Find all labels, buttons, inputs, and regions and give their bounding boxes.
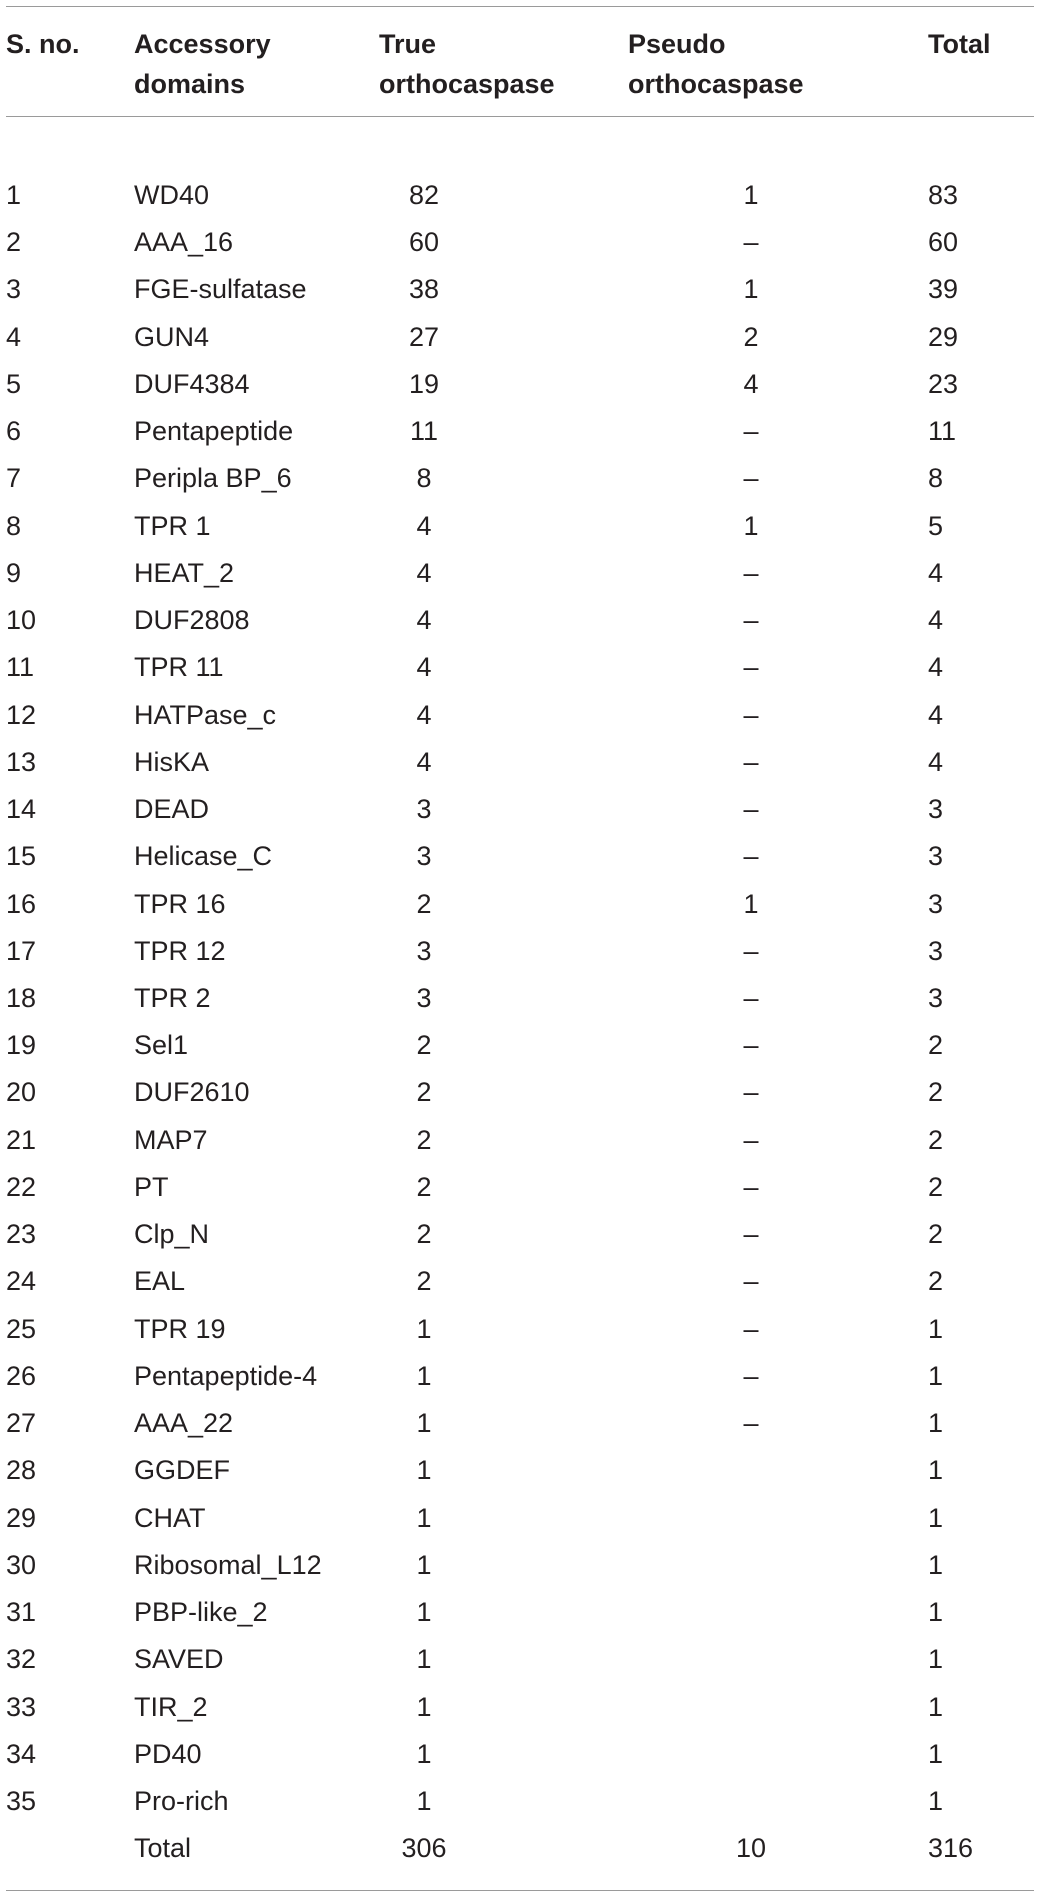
cell-true-orthocaspase: 2 [416,1266,432,1297]
table-row [6,1731,1034,1778]
cell-total: 3 [928,841,944,872]
cell-total: 3 [928,888,944,919]
cell-domain: Total [134,1833,192,1864]
table-top-rule [6,6,1034,7]
cell-true-orthocaspase: 1 [416,1691,432,1722]
cell-pseudo-orthocaspase: – [743,227,759,258]
cell-domain: FGE-sulfatase [134,274,307,305]
cell-sno: 15 [6,841,37,872]
table-row [6,266,1034,313]
cell-true-orthocaspase: 1 [416,1502,432,1533]
cell-domain: Pentapeptide-4 [134,1360,318,1391]
cell-total: 4 [928,652,944,683]
table-row [6,1589,1034,1636]
cell-domain: TIR_2 [134,1691,208,1722]
cell-true-orthocaspase: 1 [416,1597,432,1628]
cell-sno: 30 [6,1549,37,1580]
cell-domain: PD40 [134,1738,202,1769]
table-row [6,1069,1034,1116]
header-pseudo-line2: orthocaspase [628,69,804,99]
table-row [6,1117,1034,1164]
cell-pseudo-orthocaspase: 1 [743,274,759,305]
cell-domain: Pro-rich [134,1785,229,1816]
header-sno-label: S. no. [6,29,80,59]
cell-pseudo-orthocaspase: – [743,699,759,730]
cell-total: 11 [928,416,957,447]
table-row [6,455,1034,502]
table-total-row [6,1825,1034,1872]
cell-sno: 7 [6,463,22,494]
header-rule [6,116,1034,117]
cell-domain: GUN4 [134,321,210,352]
table-body [6,172,1034,1872]
cell-total: 4 [928,699,944,730]
cell-total: 1 [928,1502,944,1533]
cell-total: 2 [928,1030,944,1061]
cell-total: 60 [928,227,959,258]
cell-domain: CHAT [134,1502,206,1533]
cell-domain: PBP-like_2 [134,1597,268,1628]
cell-true-orthocaspase: 4 [416,557,432,588]
cell-domain: TPR 12 [134,935,226,966]
table-row [6,1211,1034,1258]
table-row [6,786,1034,833]
cell-pseudo-orthocaspase: 4 [743,368,759,399]
table-row [6,644,1034,691]
cell-total: 1 [928,1455,944,1486]
cell-total: 3 [928,982,944,1013]
cell-true-orthocaspase: 4 [416,652,432,683]
cell-true-orthocaspase: 19 [408,368,440,399]
cell-domain: AAA_16 [134,227,234,258]
header-pseudo-orthocaspase [628,24,804,104]
header-sno [6,24,80,64]
cell-sno: 18 [6,982,37,1013]
table-row [6,928,1034,975]
cell-domain: TPR 11 [134,652,224,683]
table-row [6,833,1034,880]
table-row [6,314,1034,361]
header-accessory-line2: domains [134,69,246,99]
cell-pseudo-orthocaspase: – [743,794,759,825]
cell-domain: SAVED [134,1644,224,1675]
cell-true-orthocaspase: 2 [416,1124,432,1155]
cell-total: 2 [928,1219,944,1250]
table-row [6,1495,1034,1542]
cell-pseudo-orthocaspase: – [743,652,759,683]
cell-total: 316 [928,1833,974,1864]
cell-total: 1 [928,1738,944,1769]
table-row [6,975,1034,1022]
table-row [6,408,1034,455]
cell-sno: 27 [6,1408,37,1439]
table-row [6,1353,1034,1400]
cell-domain: Peripla BP_6 [134,463,292,494]
cell-true-orthocaspase: 11 [409,416,439,447]
cell-sno: 26 [6,1360,37,1391]
cell-sno: 22 [6,1171,37,1202]
cell-total: 1 [928,1549,944,1580]
cell-total: 1 [928,1644,944,1675]
cell-domain: GGDEF [134,1455,231,1486]
cell-pseudo-orthocaspase: – [743,1313,759,1344]
cell-total: 8 [928,463,944,494]
cell-pseudo-orthocaspase: – [743,1171,759,1202]
table-row [6,1778,1034,1825]
cell-total: 4 [928,605,944,636]
cell-true-orthocaspase: 2 [416,1171,432,1202]
cell-total: 83 [928,180,959,210]
cell-true-orthocaspase: 4 [416,746,432,777]
cell-pseudo-orthocaspase: – [743,557,759,588]
cell-pseudo-orthocaspase: – [743,416,759,447]
cell-sno: 12 [6,699,37,730]
cell-pseudo-orthocaspase: – [743,1219,759,1250]
table-row [6,1306,1034,1353]
cell-sno: 29 [6,1502,37,1533]
cell-total: 23 [928,368,959,399]
cell-sno: 9 [6,557,22,588]
cell-pseudo-orthocaspase: – [743,1030,759,1061]
cell-domain: WD40 [134,180,210,210]
table-row [6,1164,1034,1211]
cell-true-orthocaspase: 1 [416,1738,432,1769]
cell-domain: Sel1 [134,1030,189,1061]
cell-sno: 32 [6,1644,37,1675]
cell-total: 1 [928,1691,944,1722]
cell-domain: DUF2808 [134,605,250,636]
cell-total: 2 [928,1171,944,1202]
cell-total: 1 [928,1360,944,1391]
cell-total: 1 [928,1313,944,1344]
header-accessory-domains [134,24,271,104]
cell-pseudo-orthocaspase: 1 [743,180,759,210]
cell-true-orthocaspase: 2 [416,1077,432,1108]
table-row [6,597,1034,644]
cell-sno: 24 [6,1266,37,1297]
cell-true-orthocaspase: 2 [416,1219,432,1250]
table-row [6,219,1034,266]
cell-sno: 28 [6,1455,37,1486]
cell-true-orthocaspase: 2 [416,1030,432,1061]
cell-sno: 8 [6,510,22,541]
table-row [6,692,1034,739]
cell-true-orthocaspase: 4 [416,510,432,541]
cell-pseudo-orthocaspase: – [743,1077,759,1108]
cell-sno: 13 [6,746,37,777]
cell-pseudo-orthocaspase: – [743,1360,759,1391]
cell-domain: EAL [134,1266,186,1297]
table-row [6,172,1034,219]
cell-sno: 14 [6,794,37,825]
table-row [6,1258,1034,1305]
cell-true-orthocaspase: 1 [416,1455,432,1486]
cell-sno: 25 [6,1313,37,1344]
cell-sno: 17 [6,935,37,966]
cell-domain: HEAT_2 [134,557,235,588]
table-bottom-rule [6,1890,1034,1891]
table-row [6,1447,1034,1494]
cell-true-orthocaspase: 82 [408,180,440,210]
cell-domain: DUF2610 [134,1077,250,1108]
cell-sno: 23 [6,1219,37,1250]
cell-pseudo-orthocaspase: 1 [743,510,759,541]
cell-sno: 33 [6,1691,37,1722]
header-true-line2: orthocaspase [379,69,555,99]
cell-sno: 4 [6,321,22,352]
cell-true-orthocaspase: 4 [416,605,432,636]
cell-total: 4 [928,557,944,588]
cell-sno: 35 [6,1785,37,1816]
cell-true-orthocaspase: 3 [416,982,432,1013]
table-row [6,1684,1034,1731]
table-row [6,881,1034,928]
cell-domain: Clp_N [134,1219,210,1250]
cell-domain: Ribosomal_L12 [134,1549,322,1580]
cell-true-orthocaspase: 2 [416,888,432,919]
cell-total: 5 [928,510,944,541]
cell-true-orthocaspase: 27 [408,321,440,352]
cell-pseudo-orthocaspase: – [743,605,759,636]
cell-pseudo-orthocaspase: – [743,1266,759,1297]
cell-sno: 21 [6,1124,37,1155]
cell-domain: PT [134,1171,169,1202]
cell-sno: 6 [6,416,22,447]
cell-domain: Pentapeptide [134,416,294,447]
header-total-label: Total [928,29,991,59]
table-row [6,1636,1034,1683]
cell-domain: TPR 16 [134,888,226,919]
cell-true-orthocaspase: 1 [416,1549,432,1580]
cell-sno: 31 [6,1597,37,1628]
cell-pseudo-orthocaspase: – [743,1124,759,1155]
cell-total: 1 [928,1597,944,1628]
table-row [6,739,1034,786]
cell-domain: TPR 1 [134,510,211,541]
cell-true-orthocaspase: 1 [416,1408,432,1439]
cell-sno: 34 [6,1738,37,1769]
header-pseudo-line1: Pseudo [628,29,726,59]
cell-domain: HATPase_c [134,699,277,730]
cell-true-orthocaspase: 306 [401,1833,447,1864]
cell-sno: 19 [6,1030,37,1061]
cell-true-orthocaspase: 4 [416,699,432,730]
cell-domain: TPR 2 [134,982,211,1013]
header-total [928,24,991,64]
table-row [6,1542,1034,1589]
cell-total: 39 [928,274,959,305]
cell-pseudo-orthocaspase: – [743,841,759,872]
cell-total: 3 [928,794,944,825]
cell-domain: DEAD [134,794,210,825]
cell-domain: DUF4384 [134,368,250,399]
cell-true-orthocaspase: 1 [416,1785,432,1816]
cell-total: 3 [928,935,944,966]
cell-true-orthocaspase: 38 [408,274,440,305]
cell-true-orthocaspase: 60 [408,227,440,258]
cell-pseudo-orthocaspase: 1 [743,888,759,919]
table-row [6,503,1034,550]
cell-total: 2 [928,1266,944,1297]
cell-true-orthocaspase: 3 [416,841,432,872]
cell-total: 4 [928,746,944,777]
cell-domain: MAP7 [134,1124,208,1155]
table-row [6,1400,1034,1447]
cell-sno: 3 [6,274,22,305]
cell-total: 29 [928,321,959,352]
cell-sno: 2 [6,227,22,258]
cell-sno: 16 [6,888,37,919]
cell-true-orthocaspase: 1 [416,1360,432,1391]
cell-true-orthocaspase: 1 [416,1313,432,1344]
cell-sno: 10 [6,605,37,636]
cell-sno: 20 [6,1077,37,1108]
cell-pseudo-orthocaspase: 10 [735,1833,767,1864]
cell-total: 2 [928,1124,944,1155]
cell-total: 1 [928,1785,944,1816]
cell-true-orthocaspase: 3 [416,794,432,825]
cell-pseudo-orthocaspase: – [743,982,759,1013]
cell-true-orthocaspase: 1 [416,1644,432,1675]
cell-domain: Helicase_C [134,841,273,872]
cell-pseudo-orthocaspase: – [743,935,759,966]
cell-sno: 11 [6,652,35,683]
header-accessory-line1: Accessory [134,29,271,59]
cell-total: 2 [928,1077,944,1108]
cell-domain: TPR 19 [134,1313,226,1344]
cell-pseudo-orthocaspase: 2 [743,321,759,352]
table-row [6,550,1034,597]
cell-pseudo-orthocaspase: – [743,463,759,494]
cell-sno: 5 [6,368,22,399]
header-true-orthocaspase [379,24,555,104]
cell-domain: HisKA [134,746,210,777]
cell-true-orthocaspase: 8 [416,463,432,494]
header-true-line1: True [379,29,437,59]
cell-sno: 1 [6,180,22,210]
table-row [6,1022,1034,1069]
cell-pseudo-orthocaspase: – [743,746,759,777]
cell-pseudo-orthocaspase: – [743,1408,759,1439]
cell-domain: AAA_22 [134,1408,234,1439]
table-row [6,361,1034,408]
cell-total: 1 [928,1408,944,1439]
cell-true-orthocaspase: 3 [416,935,432,966]
